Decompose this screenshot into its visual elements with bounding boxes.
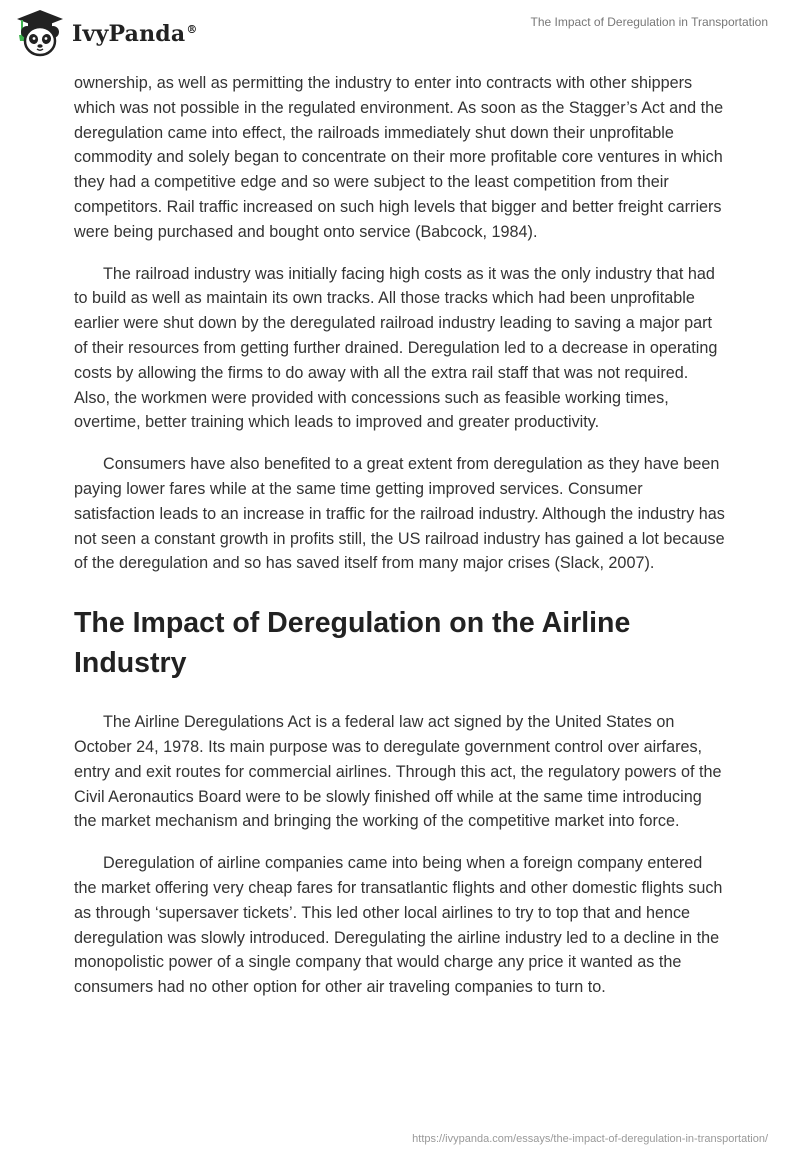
- article-body: [74, 71, 726, 1017]
- paragraph-airline-deregulation: Deregulation of airline companies came into being when a foreign company entered the market offering very cheap fares for transatlantic flights and other domestic flights such as through ‘supersaver tickets’. This led other local airlines to try to top that and hence deregulation was slowly introduced. Deregulating the airline industry led to a decline in the monopolistic power of a single company that would charge any price it wanted as the consumers had no other option for other air traveling companies to turn to.: [74, 854, 723, 997]
- page-header: [0, 0, 800, 66]
- paragraph-airline-act: The Airline Deregulations Act is a federal law act signed by the United States on October 24, 1978. Its main purpose was to deregulate government control over airfares, entry and exit routes for commercial airlines. Through this act, the regulatory powers of the Civil Aeronautics Board were to be slowly finished off while at the same time introducing the market mechanism and bringing the working of the competitive market into force.: [74, 713, 722, 831]
- logo-wordmark: IvyPanda®: [72, 21, 198, 47]
- source-url[interactable]: https://ivypanda.com/essays/the-impact-of-deregulation-in-transportation/: [412, 1133, 768, 1145]
- paragraph-continued: ownership, as well as permitting the industry to enter into contracts with other shippers which was not possible in the regulated environment. As soon as the Stagger’s Act and the deregulation came into effect, the railroads immediately shut down their unprofitable commodity and solely began to concentrate on their more profitable core ventures in which they had a competitive edge and so were subject to the least competition from their competitors. Rail traffic increased on such high levels that bigger and better freight carriers were being purchased and bought onto service (Babcock, 1984).: [74, 74, 724, 241]
- paragraph-consumer-benefits: Consumers have also benefited to a great extent from deregulation as they have been paying lower fares while at the same time getting improved services. Consumer satisfaction leads to an increase in traffic for the railroad industry. Although the industry has not seen a constant growth in profits still, the US railroad industry has gained a lot because of the deregulation and so has saved itself from many major crises (Slack, 2007).: [74, 455, 725, 573]
- panda-graduate-icon: [14, 8, 66, 58]
- document-title: The Impact of Deregulation in Transportation: [530, 15, 768, 29]
- registered-mark: ®: [186, 22, 198, 36]
- paragraph-railroad-costs: The railroad industry was initially facing high costs as it was the only industry that had to build as well as maintain its own tracks. All those tracks which had been unprofitable earlier were shut down by the deregulated railroad industry leading to saving a major part of their resources from getting further drained. Deregulation led to a decrease in operating costs by allowing the firms to do away with all the extra rail staff that was not required. Also, the workmen were provided with concessions such as feasible working times, overtime, better training which leads to improved and greater productivity.: [74, 264, 718, 432]
- ivypanda-logo[interactable]: [14, 8, 198, 58]
- section-heading-airline: The Impact of Deregulation on the Airline Industry: [74, 607, 631, 680]
